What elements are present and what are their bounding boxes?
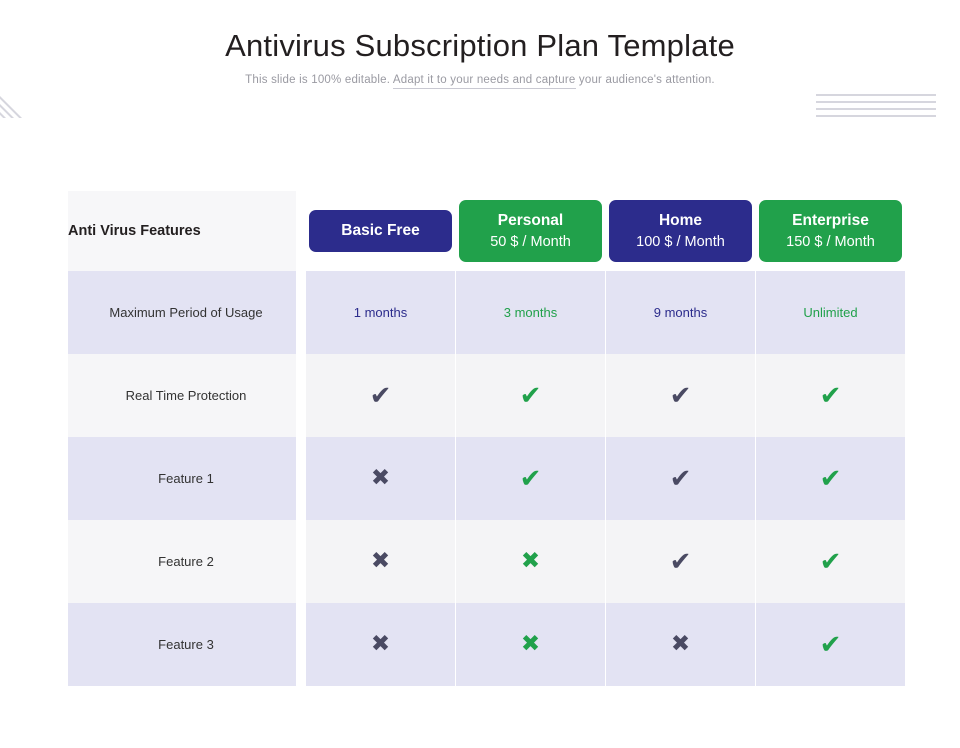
table-cell xyxy=(756,603,905,686)
page-subtitle xyxy=(0,74,960,86)
table-cell xyxy=(756,437,905,520)
table-row xyxy=(68,437,905,520)
table-cell xyxy=(306,271,455,354)
check-icon: ✔ xyxy=(819,629,842,660)
table-row xyxy=(68,520,905,603)
decorative-stripes-right xyxy=(816,94,936,128)
row-label: Real Time Protection xyxy=(68,354,296,437)
table-cell xyxy=(606,354,755,437)
table-cell xyxy=(606,271,755,354)
cross-icon: ✖ xyxy=(670,631,691,657)
table-cell xyxy=(306,437,455,520)
check-icon: ✔ xyxy=(519,380,542,411)
row-label: Maximum Period of Usage xyxy=(68,271,296,354)
table-cell xyxy=(756,520,905,603)
table-row xyxy=(68,354,905,437)
table-cell xyxy=(456,271,605,354)
subtitle-part-2: your audience's attention. xyxy=(575,74,715,86)
cell-value: 3 months xyxy=(503,304,558,320)
plan-header-cell[interactable] xyxy=(306,191,455,271)
cell-value: 1 months xyxy=(353,304,408,320)
header-spacer xyxy=(296,191,306,271)
table-cell xyxy=(756,271,905,354)
check-icon: ✔ xyxy=(819,380,842,411)
cross-icon: ✖ xyxy=(370,465,391,491)
check-icon: ✔ xyxy=(819,546,842,577)
subtitle-part-1: This slide is 100% editable. xyxy=(245,74,393,86)
cell-value: Unlimited xyxy=(803,304,858,320)
table-cell xyxy=(756,354,905,437)
table-cell xyxy=(306,603,455,686)
check-icon: ✔ xyxy=(819,463,842,494)
plan-header-cell[interactable] xyxy=(456,191,605,271)
check-icon: ✔ xyxy=(669,546,692,577)
plan-name: Home xyxy=(658,212,703,230)
check-icon: ✔ xyxy=(369,380,392,411)
plan-name: Personal xyxy=(497,212,564,230)
table-cell xyxy=(606,437,755,520)
row-label: Feature 3 xyxy=(68,603,296,686)
feature-column-header xyxy=(68,191,296,271)
cross-icon: ✖ xyxy=(370,548,391,574)
cross-icon: ✖ xyxy=(370,631,391,657)
table-row xyxy=(68,603,905,686)
check-icon: ✔ xyxy=(669,463,692,494)
plan-header-cell[interactable] xyxy=(756,191,905,271)
page-title: Antivirus Subscription Plan Template xyxy=(225,28,735,63)
row-spacer xyxy=(296,520,306,603)
cross-icon: ✖ xyxy=(520,631,541,657)
cross-icon: ✖ xyxy=(520,548,541,574)
cell-value: 9 months xyxy=(653,304,708,320)
plan-header-cell[interactable] xyxy=(606,191,755,271)
table-row xyxy=(68,271,905,354)
row-spacer xyxy=(296,354,306,437)
table-cell xyxy=(606,603,755,686)
plan-name: Enterprise xyxy=(792,212,869,230)
plan-card-basic-free[interactable] xyxy=(309,210,452,251)
plan-price: 100 $ / Month xyxy=(636,233,725,250)
row-label: Feature 2 xyxy=(68,520,296,603)
check-icon: ✔ xyxy=(519,463,542,494)
feature-column-header-label: Anti Virus Features xyxy=(68,223,201,239)
table-header-row xyxy=(68,191,905,271)
row-spacer xyxy=(296,437,306,520)
table-cell xyxy=(456,603,605,686)
plan-name: Basic Free xyxy=(341,222,420,240)
table-cell xyxy=(456,520,605,603)
subtitle-part-underlined: Adapt it to your needs and capture xyxy=(393,74,576,89)
row-spacer xyxy=(296,271,306,354)
plan-price: 150 $ / Month xyxy=(786,233,875,250)
plan-price: 50 $ / Month xyxy=(490,233,571,250)
table-cell xyxy=(456,354,605,437)
check-icon: ✔ xyxy=(669,380,692,411)
row-label: Feature 1 xyxy=(68,437,296,520)
plan-card-enterprise[interactable] xyxy=(759,200,902,262)
pricing-table-container xyxy=(68,191,892,686)
row-spacer xyxy=(296,603,306,686)
plan-card-personal[interactable] xyxy=(459,200,602,262)
table-cell xyxy=(306,520,455,603)
pricing-table xyxy=(68,191,905,686)
table-cell xyxy=(306,354,455,437)
table-cell xyxy=(606,520,755,603)
plan-card-home[interactable] xyxy=(609,200,752,262)
table-cell xyxy=(456,437,605,520)
